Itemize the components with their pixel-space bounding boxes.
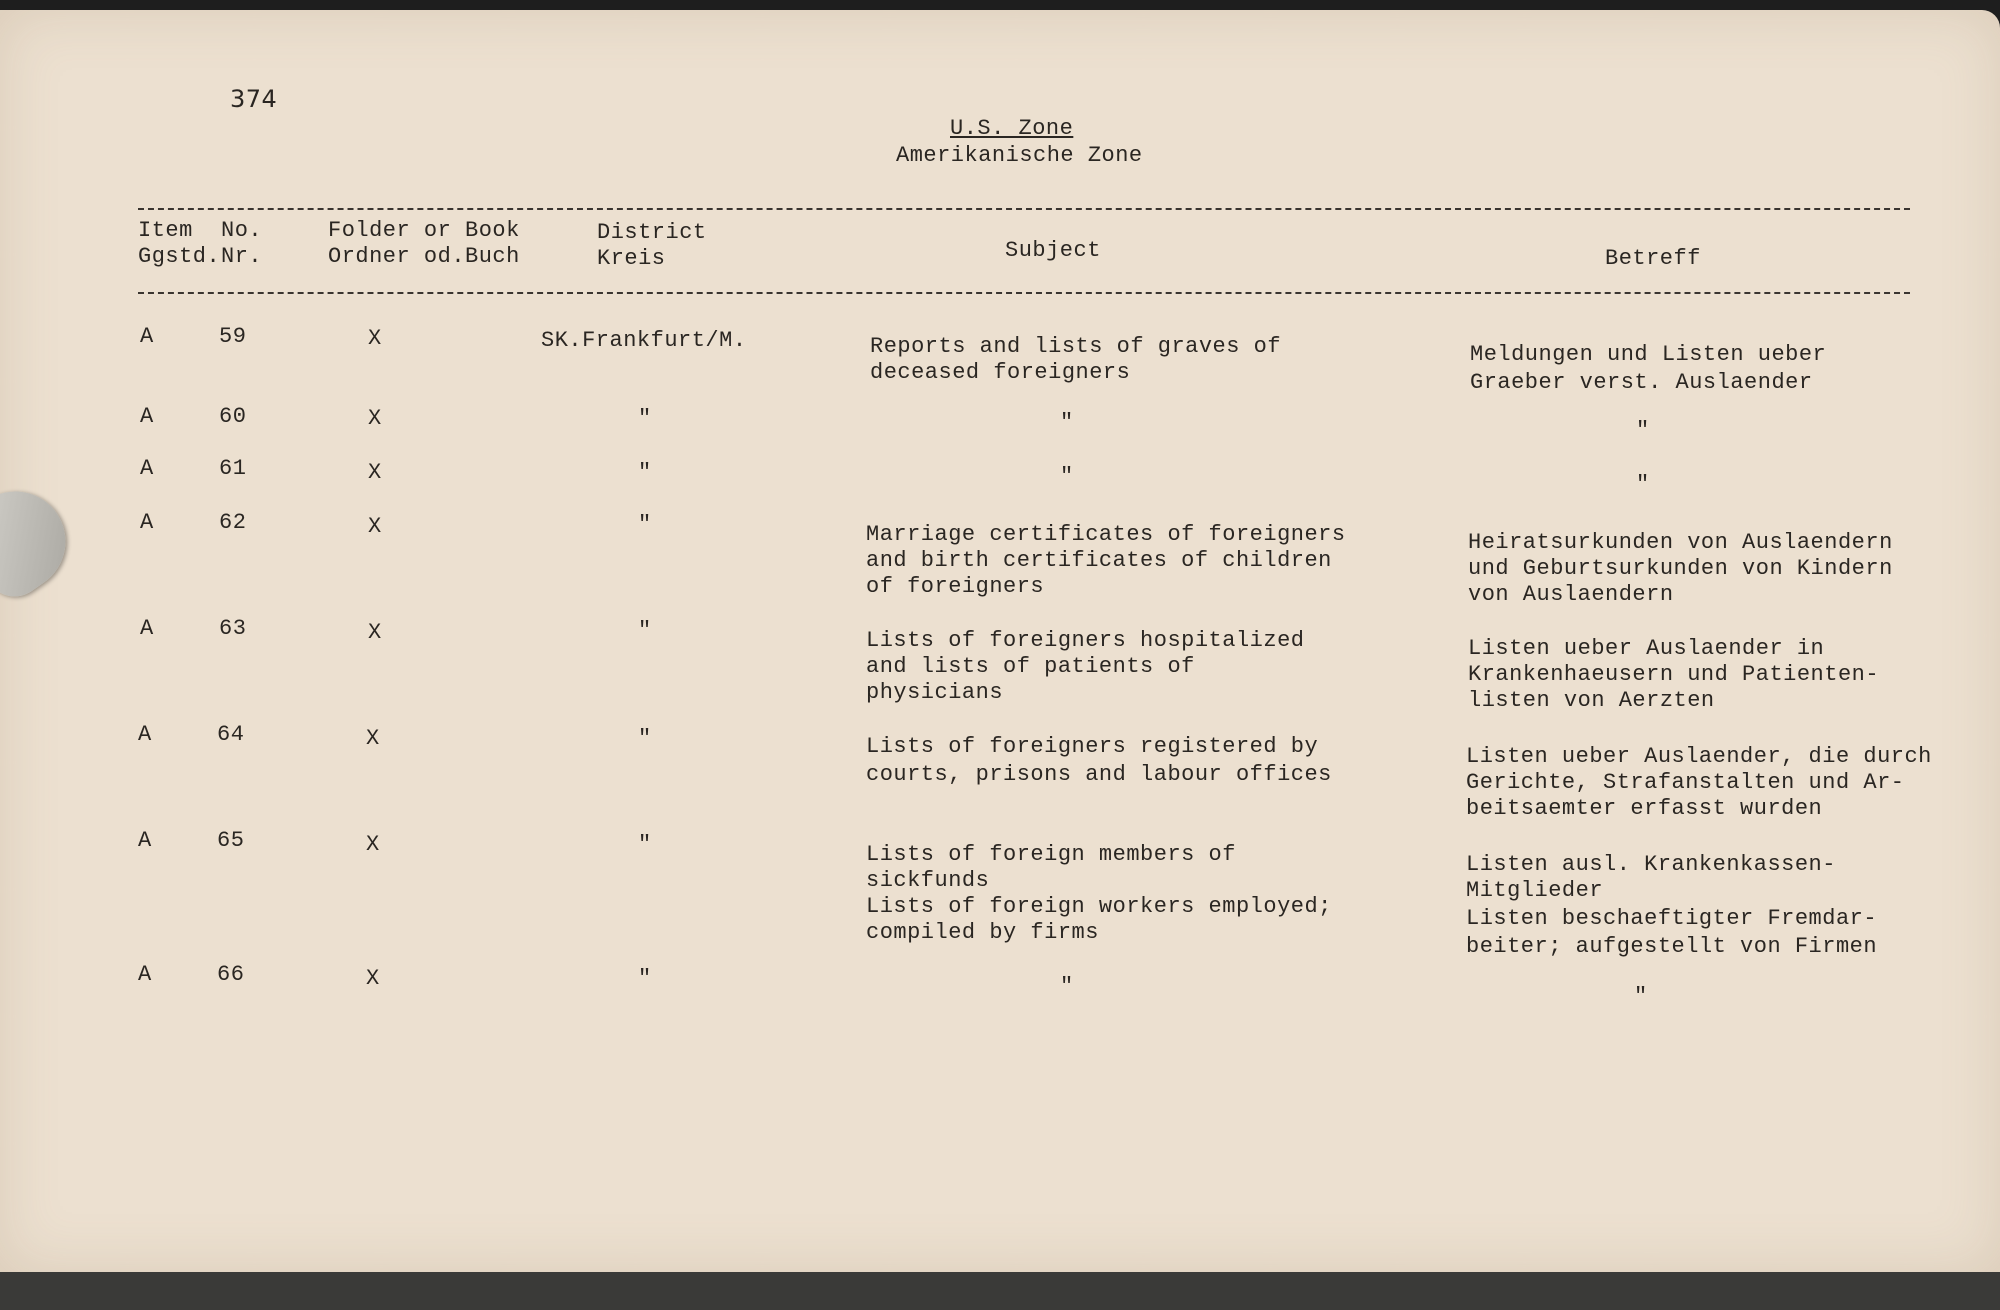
header-folder-de: Ordner od.Buch (328, 244, 520, 269)
row-59-folder: X (368, 326, 382, 351)
row-66-subject: " (1060, 974, 1074, 999)
background-edge (0, 1272, 2000, 1310)
row-61-item: A (140, 456, 154, 481)
row-65-no: 65 (217, 828, 245, 853)
row-66-betreff: " (1634, 984, 1648, 1009)
header-folder: Folder or Book (328, 218, 520, 243)
row-63-subject-2: and lists of patients of (866, 654, 1195, 679)
header-no: No. (221, 218, 263, 243)
row-65-betreff-3: Listen beschaeftigter Fremdar- (1466, 906, 1878, 931)
row-60-district: " (638, 406, 652, 431)
row-63-betreff-1: Listen ueber Auslaender in (1468, 636, 1825, 661)
row-59-item: A (140, 324, 154, 349)
row-65-betreff-4: beiter; aufgestellt von Firmen (1466, 934, 1878, 959)
row-65-district: " (638, 832, 652, 857)
row-62-betreff-2: und Geburtsurkunden von Kindern (1468, 556, 1893, 581)
row-64-no: 64 (217, 722, 245, 747)
row-60-folder: X (368, 406, 382, 431)
header-item-de: Ggstd. (138, 244, 221, 269)
row-62-betreff-1: Heiratsurkunden von Auslaendern (1468, 530, 1893, 555)
zone-title: U.S. Zone (950, 116, 1074, 141)
row-66-item: A (138, 962, 152, 987)
row-65-item: A (138, 828, 152, 853)
row-62-district: " (638, 512, 652, 537)
row-64-subject-2: courts, prisons and labour offices (866, 762, 1332, 787)
row-60-subject: " (1060, 410, 1074, 435)
row-65-subject-1: Lists of foreign members of (866, 842, 1236, 867)
row-61-subject: " (1060, 464, 1074, 489)
row-65-betreff-2: Mitglieder (1466, 878, 1604, 903)
row-62-betreff-3: von Auslaendern (1468, 582, 1674, 607)
row-63-item: A (140, 616, 154, 641)
row-62-item: A (140, 510, 154, 535)
header-district: District (597, 220, 707, 245)
row-64-district: " (638, 726, 652, 751)
row-63-betreff-2: Krankenhaeusern und Patienten- (1468, 662, 1880, 687)
row-65-folder: X (366, 832, 380, 857)
row-62-subject-1: Marriage certificates of foreigners (866, 522, 1346, 547)
row-59-subject-2: deceased foreigners (870, 360, 1131, 385)
header-subject: Subject (1005, 238, 1101, 263)
row-61-district: " (638, 460, 652, 485)
header-district-de: Kreis (597, 246, 666, 271)
row-65-subject-3: Lists of foreign workers employed; (866, 894, 1332, 919)
row-59-district: SK.Frankfurt/M. (541, 328, 747, 353)
row-60-betreff: " (1636, 418, 1650, 443)
row-63-district: " (638, 618, 652, 643)
header-no-de: Nr. (221, 244, 263, 269)
row-64-item: A (138, 722, 152, 747)
row-65-subject-2: sickfunds (866, 868, 990, 893)
row-64-betreff-3: beitsaemter erfasst wurden (1466, 796, 1823, 821)
row-62-folder: X (368, 514, 382, 539)
header-item: Item (138, 218, 193, 243)
row-59-betreff-2: Graeber verst. Auslaender (1470, 370, 1813, 395)
row-62-subject-2: and birth certificates of children (866, 548, 1332, 573)
row-64-betreff-2: Gerichte, Strafanstalten und Ar- (1466, 770, 1905, 795)
row-62-no: 62 (219, 510, 247, 535)
header-betreff: Betreff (1605, 246, 1701, 271)
row-62-subject-3: of foreigners (866, 574, 1045, 599)
row-66-folder: X (366, 966, 380, 991)
row-63-betreff-3: listen von Aerzten (1468, 688, 1715, 713)
row-61-folder: X (368, 460, 382, 485)
row-65-subject-4: compiled by firms (866, 920, 1099, 945)
row-63-no: 63 (219, 616, 247, 641)
page-number: 374 (230, 85, 278, 113)
row-60-no: 60 (219, 404, 247, 429)
row-61-no: 61 (219, 456, 247, 481)
row-59-betreff-1: Meldungen und Listen ueber (1470, 342, 1827, 367)
row-63-folder: X (368, 620, 382, 645)
document-page (0, 10, 2000, 1272)
row-61-betreff: " (1636, 472, 1650, 497)
header-bottom-rule (138, 292, 1910, 294)
zone-subtitle: Amerikanische Zone (896, 143, 1143, 168)
row-66-no: 66 (217, 962, 245, 987)
row-65-betreff-1: Listen ausl. Krankenkassen- (1466, 852, 1836, 877)
row-60-item: A (140, 404, 154, 429)
row-64-folder: X (366, 726, 380, 751)
header-top-rule (138, 208, 1910, 210)
row-64-betreff-1: Listen ueber Auslaender, die durch (1466, 744, 1932, 769)
row-59-no: 59 (219, 324, 247, 349)
row-64-subject-1: Lists of foreigners registered by (866, 734, 1319, 759)
row-63-subject-1: Lists of foreigners hospitalized (866, 628, 1305, 653)
row-63-subject-3: physicians (866, 680, 1004, 705)
row-66-district: " (638, 966, 652, 991)
row-59-subject-1: Reports and lists of graves of (870, 334, 1282, 359)
